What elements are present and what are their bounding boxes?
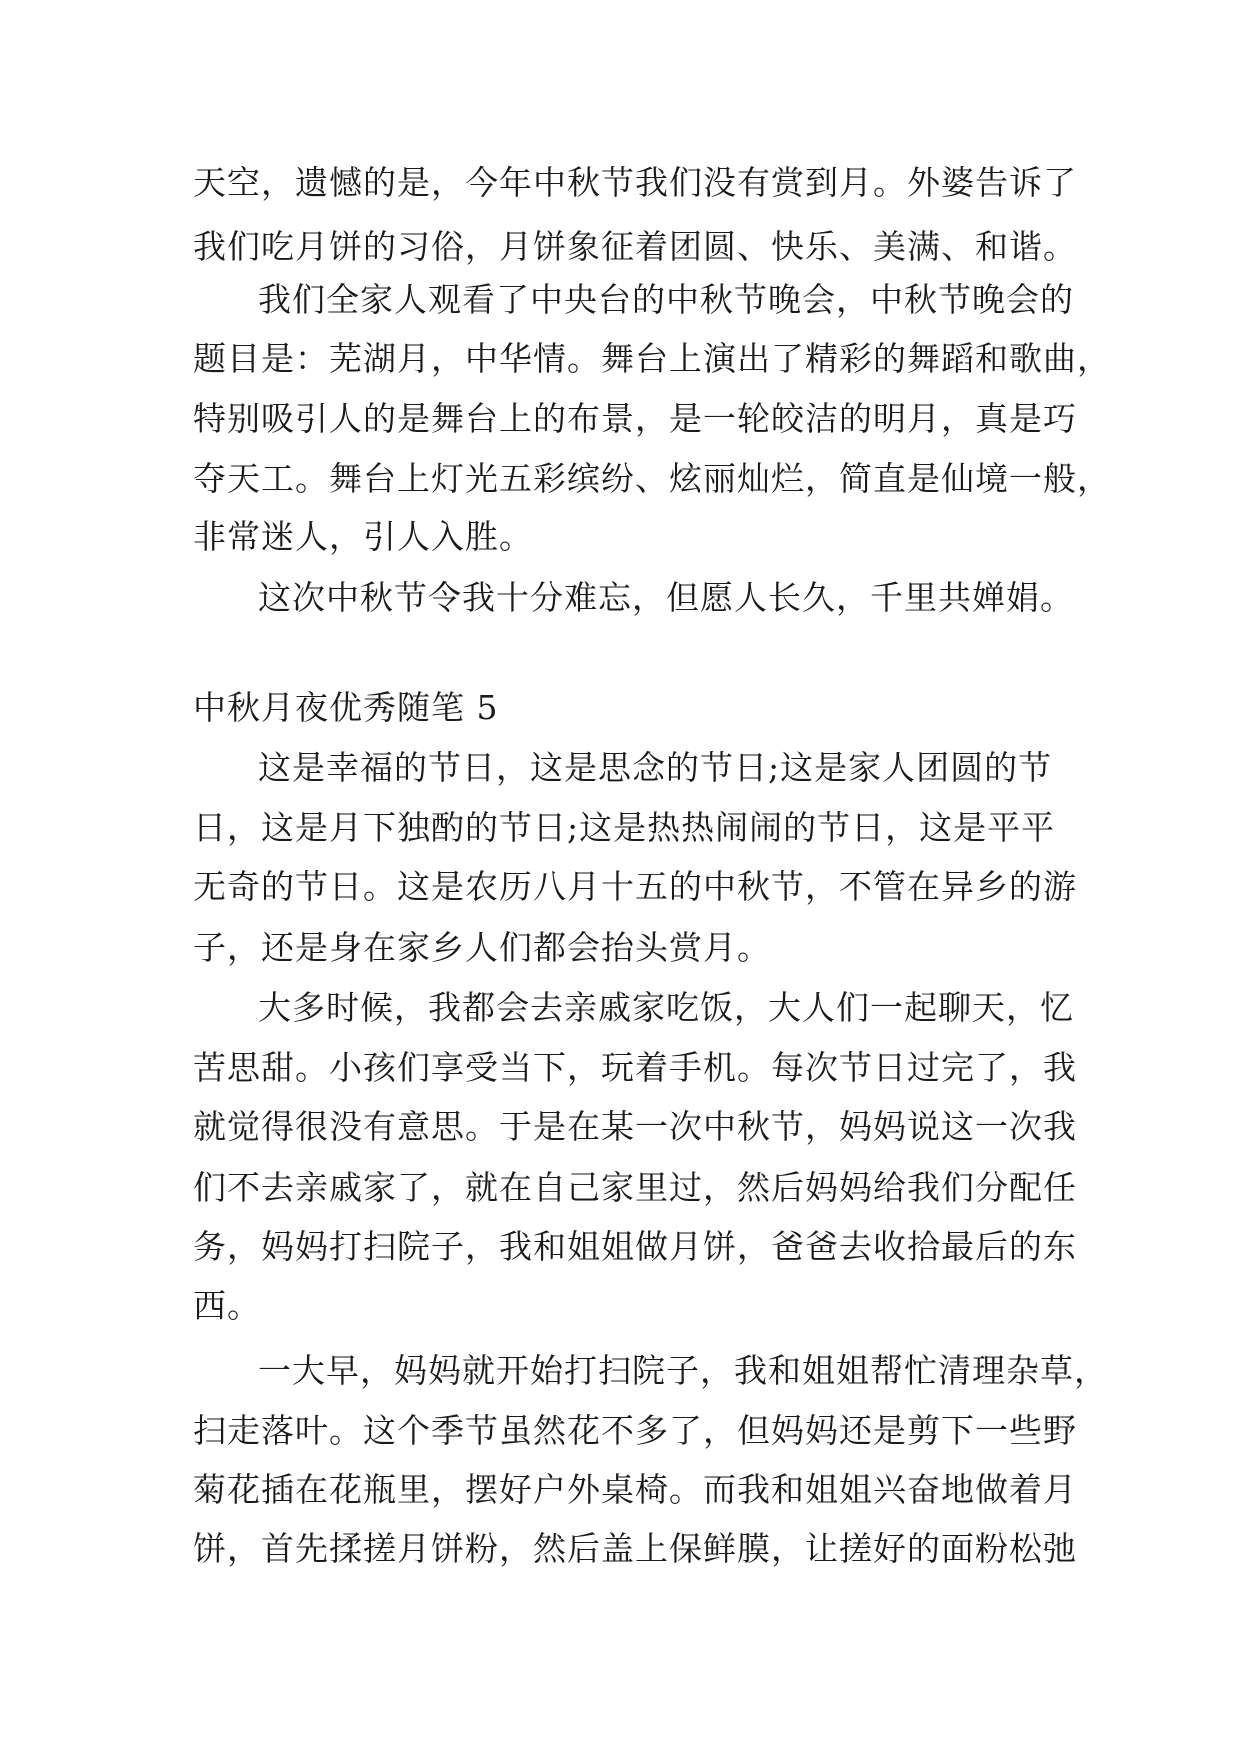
text-line: 苦思甜。小孩们享受当下，玩着手机。每次节日过完了，我	[193, 1048, 1077, 1087]
text-line: 日，这是月下独酌的节日;这是热热闹闹的节日，这是平平	[193, 808, 1056, 847]
paragraph-first-line: 大多时候，我都会去亲戚家吃饭，大人们一起聊天，忆	[258, 988, 1074, 1027]
text-line: 题目是：芜湖月，中华情。舞台上演出了精彩的舞蹈和歌曲，	[193, 339, 1111, 378]
text-line: 非常迷人，引人入胜。	[193, 517, 533, 556]
text-line: 子，还是身在家乡人们都会抬头赏月。	[193, 928, 771, 967]
text-line: 天空，遗憾的是，今年中秋节我们没有赏到月。外婆告诉了	[193, 163, 1077, 202]
text-line: 西。	[193, 1286, 261, 1325]
section-heading: 中秋月夜优秀随笔 5	[193, 688, 499, 727]
text-line: 务，妈妈打扫院子，我和姐姐做月饼，爸爸去收拾最后的东	[193, 1227, 1077, 1266]
text-line: 无奇的节日。这是农历八月十五的中秋节，不管在异乡的游	[193, 867, 1077, 906]
text-line: 特别吸引人的是舞台上的布景，是一轮皎洁的明月，真是巧	[193, 399, 1077, 438]
text-line: 夺天工。舞台上灯光五彩缤纷、炫丽灿烂，简直是仙境一般，	[193, 459, 1111, 498]
text-line: 菊花插在花瓶里，摆好户外桌椅。而我和姐姐兴奋地做着月	[193, 1470, 1077, 1509]
paragraph-first-line: 这是幸福的节日，这是思念的节日;这是家人团圆的节	[258, 748, 1053, 787]
text-line: 饼，首先揉搓月饼粉，然后盖上保鲜膜，让搓好的面粉松弛	[193, 1529, 1077, 1568]
paragraph-first-line: 这次中秋节令我十分难忘，但愿人长久，千里共婵娟。	[258, 578, 1074, 617]
text-line: 扫走落叶。这个季节虽然花不多了，但妈妈还是剪下一些野	[193, 1411, 1077, 1450]
paragraph-first-line: 我们全家人观看了中央台的中秋节晚会，中秋节晚会的	[258, 280, 1074, 319]
text-line: 就觉得很没有意思。于是在某一次中秋节，妈妈说这一次我	[193, 1107, 1077, 1146]
text-line: 我们吃月饼的习俗，月饼象征着团圆、快乐、美满、和谐。	[193, 227, 1077, 266]
text-line: 们不去亲戚家了，就在自己家里过，然后妈妈给我们分配任	[193, 1168, 1077, 1207]
paragraph-first-line: 一大早，妈妈就开始打扫院子，我和姐姐帮忙清理杂草，	[258, 1351, 1108, 1390]
